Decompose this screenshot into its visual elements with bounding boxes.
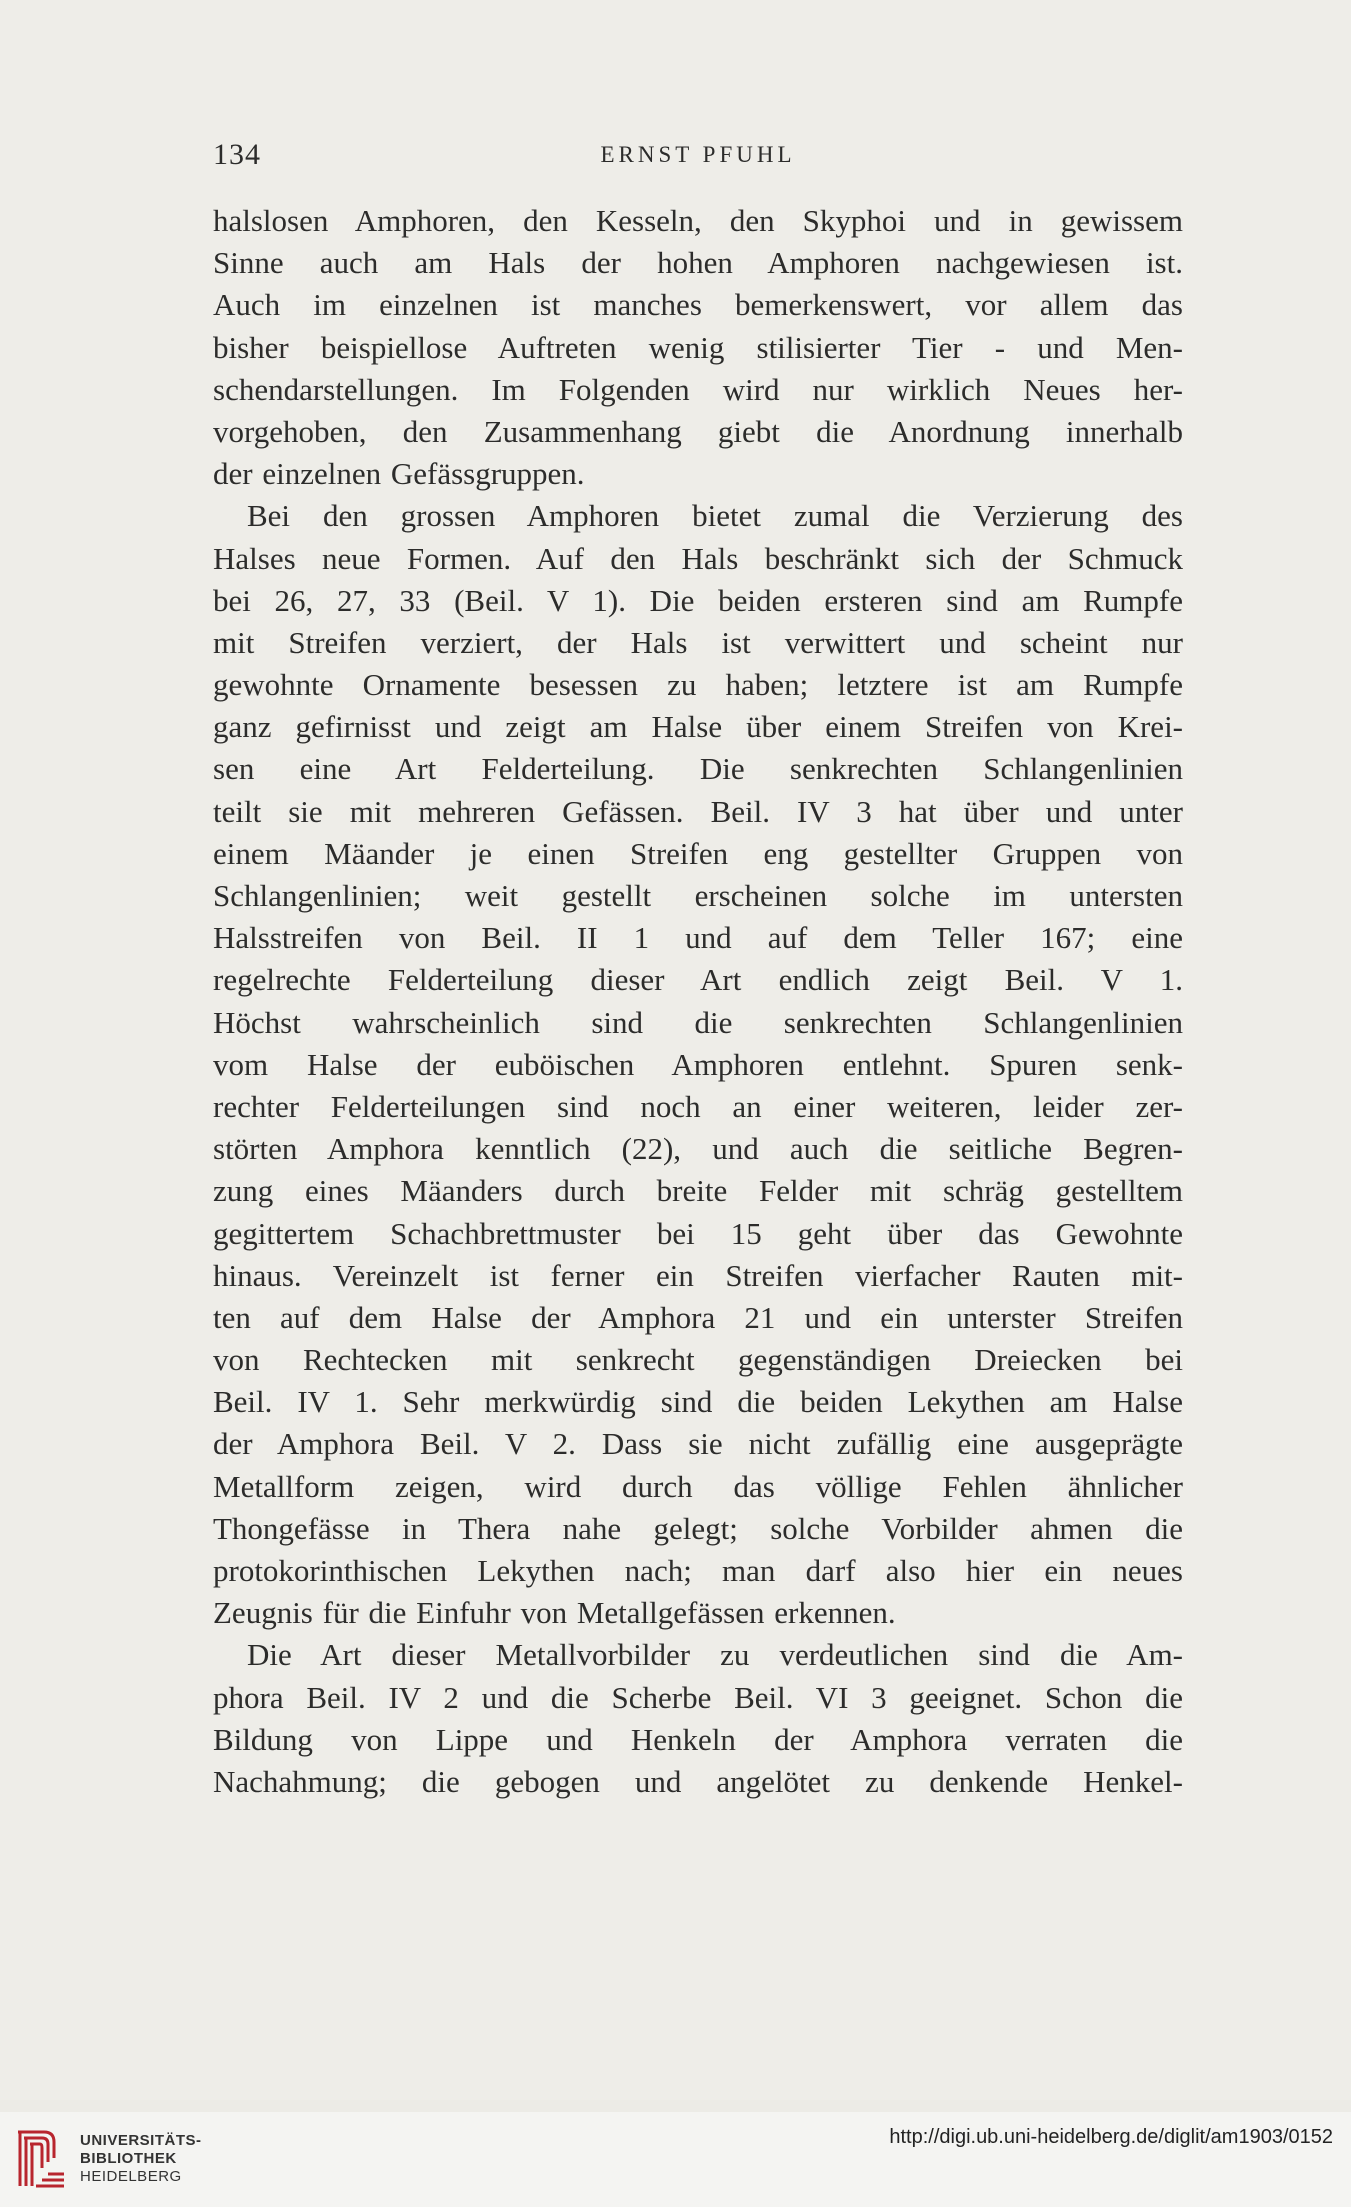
text-line: Halsstreifen von Beil. II 1 und auf dem Teller 167; eine xyxy=(213,920,1183,956)
running-head xyxy=(213,138,1183,178)
text-line: Bildung von Lippe und Henkeln der Amphora verraten die xyxy=(213,1721,1183,1757)
text-line: Halses neue Formen. Auf den Hals beschränkt sich der Schmuck xyxy=(213,540,1183,576)
text-line: hinaus. Vereinzelt ist ferner ein Streifen vierfacher Rauten mit- xyxy=(213,1257,1183,1293)
text-line: der Amphora Beil. V 2. Dass sie nicht zufällig eine ausgeprägte xyxy=(213,1426,1183,1462)
body-text xyxy=(213,200,1183,1803)
text-line: von Rechtecken mit senkrecht gegenständigen Dreiecken bei xyxy=(213,1342,1183,1378)
text-line: Metallform zeigen, wird durch das völlige Fehlen ähnlicher xyxy=(213,1468,1183,1504)
library-name-line: HEIDELBERG xyxy=(80,2168,182,2185)
text-line: phora Beil. IV 2 und die Scherbe Beil. VI 3 geeignet. Schon die xyxy=(213,1679,1183,1715)
digitization-footer xyxy=(0,2112,1351,2207)
text-line: der einzelnen Gefässgruppen. xyxy=(213,456,585,492)
text-line: halslosen Amphoren, den Kesseln, den Skyphoi und in gewissem xyxy=(213,203,1183,238)
text-line: mit Streifen verziert, der Hals ist verwittert und scheint nur xyxy=(213,624,1183,660)
text-line: einem Mäander je einen Streifen eng gestellter Gruppen von xyxy=(213,835,1183,871)
text-line: schendarstellungen. Im Folgenden wird nur wirklich Neues her- xyxy=(213,371,1183,407)
text-line: protokorinthischen Lekythen nach; man darf also hier ein neues xyxy=(213,1553,1183,1588)
text-line: Zeugnis für die Einfuhr von Metallgefässen erkennen. xyxy=(213,1595,896,1631)
text-line: vorgehoben, den Zusammenhang giebt die Anordnung innerhalb xyxy=(213,413,1183,449)
library-name-line: BIBLIOTHEK xyxy=(80,2150,177,2167)
text-line: gewohnte Ornamente besessen zu haben; letztere ist am Rumpfe xyxy=(213,667,1183,703)
library-name-line: UNIVERSITÄTS- xyxy=(80,2132,202,2149)
text-line: Bei den grossen Amphoren bietet zumal die Verzierung des xyxy=(247,498,1183,534)
text-line: vom Halse der euböischen Amphoren entlehnt. Spuren senk- xyxy=(213,1046,1183,1082)
text-line: ten auf dem Halse der Amphora 21 und ein unterster Streifen xyxy=(213,1299,1183,1335)
page-number: 134 xyxy=(213,138,261,171)
text-line: gegittertem Schachbrettmuster bei 15 geht über das Gewohnte xyxy=(213,1215,1183,1251)
text-line: zung eines Mäanders durch breite Felder mit schräg gestelltem xyxy=(213,1173,1183,1209)
text-line: Auch im einzelnen ist manches bemerkenswert, vor allem das xyxy=(213,287,1183,323)
text-line: Die Art dieser Metallvorbilder zu verdeutlichen sind die Am- xyxy=(247,1637,1183,1673)
text-line: Sinne auch am Hals der hohen Amphoren nachgewiesen ist. xyxy=(213,245,1183,281)
text-line: regelrechte Felderteilung dieser Art endlich zeigt Beil. V 1. xyxy=(213,962,1183,998)
running-head-title: ERNST PFUHL xyxy=(600,142,796,167)
text-line: Höchst wahrscheinlich sind die senkrechten Schlangenlinien xyxy=(213,1004,1183,1040)
text-line: bisher beispiellose Auftreten wenig stilisierter Tier - und Men- xyxy=(213,329,1183,365)
text-line: Thongefässe in Thera nahe gelegt; solche Vorbilder ahmen die xyxy=(213,1510,1183,1546)
text-line: Beil. IV 1. Sehr merkwürdig sind die beiden Lekythen am Halse xyxy=(213,1384,1183,1420)
text-line: teilt sie mit mehreren Gefässen. Beil. IV 3 hat über und unter xyxy=(213,793,1183,829)
text-line: ganz gefirnisst und zeigt am Halse über einem Streifen von Krei- xyxy=(213,709,1183,745)
text-line: Schlangenlinien; weit gestellt erscheinen solche im untersten xyxy=(213,878,1183,913)
source-url-link[interactable]: http://digi.ub.uni-heidelberg.de/diglit/am1903/0152 xyxy=(889,2126,1333,2148)
ub-heidelberg-logo-icon xyxy=(14,2128,70,2190)
text-line: störten Amphora kenntlich (22), und auch die seitliche Begren- xyxy=(213,1131,1183,1167)
text-line: rechter Felderteilungen sind noch an einer weiteren, leider zer- xyxy=(213,1088,1183,1124)
text-line: Nachahmung; die gebogen und angelötet zu denkende Henkel- xyxy=(213,1763,1183,1799)
text-line: bei 26, 27, 33 (Beil. V 1). Die beiden ersteren sind am Rumpfe xyxy=(213,582,1183,618)
library-name xyxy=(80,2132,202,2186)
text-line: sen eine Art Felderteilung. Die senkrechten Schlangenlinien xyxy=(213,751,1183,787)
